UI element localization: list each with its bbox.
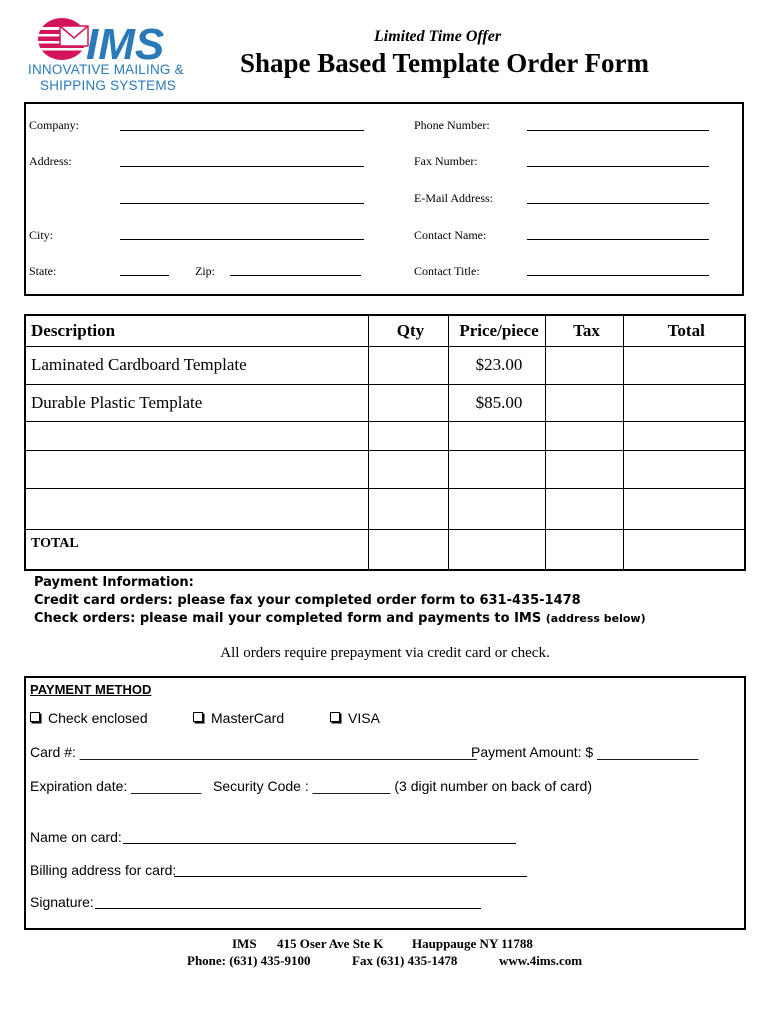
footer-company: IMS — [232, 936, 257, 951]
card-number-field[interactable]: Card #: ___________________________________________________ — [30, 744, 477, 760]
phone-label: Phone Number: — [414, 118, 490, 132]
city-label: City: — [29, 228, 54, 242]
state-field[interactable] — [120, 275, 169, 276]
svg-text:IMS: IMS — [86, 20, 165, 69]
zip-field[interactable] — [230, 275, 361, 276]
col-description: Description — [25, 315, 368, 346]
company-field[interactable] — [120, 130, 364, 131]
email-label: E-Mail Address: — [414, 191, 493, 205]
total-row — [25, 529, 745, 570]
footer-address: 415 Oser Ave Ste K — [277, 936, 384, 951]
row-price: $85.00 — [448, 384, 545, 421]
address-label: Address: — [29, 154, 72, 168]
row-tax[interactable] — [545, 384, 623, 421]
row-price: $23.00 — [448, 346, 545, 384]
row-description: Laminated Cardboard Template — [25, 346, 368, 384]
col-qty: Qty — [368, 315, 448, 346]
table-row — [25, 450, 745, 488]
footer-city: Hauppauge NY 11788 — [412, 936, 533, 951]
row-total[interactable] — [623, 384, 745, 421]
name-on-card-label: Name on card: — [30, 829, 122, 845]
row-total[interactable] — [623, 346, 745, 384]
logo-tagline-2: SHIPPING SYSTEMS — [40, 78, 176, 93]
row-qty[interactable] — [368, 384, 448, 421]
phone-field[interactable] — [527, 130, 709, 131]
address-field-2[interactable] — [120, 203, 364, 204]
col-price: Price/piece — [448, 315, 545, 346]
billing-address-label: Billing address for card: — [30, 862, 177, 878]
billing-address-field[interactable] — [174, 876, 527, 877]
contact-title-label: Contact Title: — [414, 264, 480, 278]
check-instructions: Check orders: please mail your completed form and payments to IMS (address below) — [34, 611, 646, 626]
row-qty[interactable] — [368, 346, 448, 384]
check-enclosed-option[interactable]: Check enclosed — [30, 710, 148, 726]
checkbox-icon[interactable] — [193, 712, 203, 722]
payment-method-heading: PAYMENT METHOD — [30, 682, 152, 697]
checkbox-icon[interactable] — [30, 712, 40, 722]
signature-field[interactable] — [95, 908, 481, 909]
name-on-card-field[interactable] — [123, 843, 516, 844]
fax-field[interactable] — [527, 166, 709, 167]
email-field[interactable] — [527, 203, 709, 204]
visa-option[interactable]: VISA — [330, 710, 380, 726]
table-row — [25, 488, 745, 529]
page-title: Shape Based Template Order Form — [240, 48, 650, 78]
col-tax: Tax — [545, 315, 623, 346]
address-note: (address below) — [545, 612, 646, 625]
row-tax[interactable] — [545, 346, 623, 384]
footer-fax: Fax (631) 435-1478 — [352, 953, 458, 968]
table-row — [25, 421, 745, 450]
fax-label: Fax Number: — [414, 154, 478, 168]
col-total: Total — [623, 315, 745, 346]
checkbox-icon[interactable] — [330, 712, 340, 722]
payment-info-heading: Payment Information: — [34, 575, 194, 590]
payment-amount-field[interactable]: Payment Amount: $ _____________ — [471, 744, 699, 760]
signature-label: Signature: — [30, 894, 94, 910]
offer-label: Limited Time Offer — [374, 28, 502, 45]
table-row — [25, 384, 745, 421]
footer-phone: Phone: (631) 435-9100 — [187, 953, 311, 968]
credit-card-instructions: Credit card orders: please fax your completed order form to 631-435-1478 — [34, 593, 581, 608]
table-row — [25, 346, 745, 384]
contact-title-field[interactable] — [527, 275, 709, 276]
mastercard-option[interactable]: MasterCard — [193, 710, 284, 726]
contact-info-box — [24, 102, 744, 296]
address-field-1[interactable] — [120, 166, 364, 167]
expiration-date-field[interactable]: Expiration date: _________ — [30, 778, 202, 794]
zip-label: Zip: — [195, 264, 215, 278]
row-description: Durable Plastic Template — [25, 384, 368, 421]
order-table — [24, 314, 746, 571]
city-field[interactable] — [120, 239, 364, 240]
state-label: State: — [29, 264, 57, 278]
grand-total[interactable] — [623, 529, 745, 570]
prepayment-notice: All orders require prepayment via credit card or check. — [220, 645, 550, 661]
footer-website[interactable]: www.4ims.com — [499, 953, 583, 968]
company-label: Company: — [29, 118, 79, 132]
total-label: TOTAL — [25, 529, 368, 570]
logo-tagline-1: INNOVATIVE MAILING & — [28, 62, 184, 77]
table-header-row — [25, 315, 745, 346]
contact-name-field[interactable] — [527, 239, 709, 240]
security-code-field[interactable]: Security Code : __________ (3 digit number on back of card) — [213, 778, 593, 794]
contact-name-label: Contact Name: — [414, 228, 487, 242]
